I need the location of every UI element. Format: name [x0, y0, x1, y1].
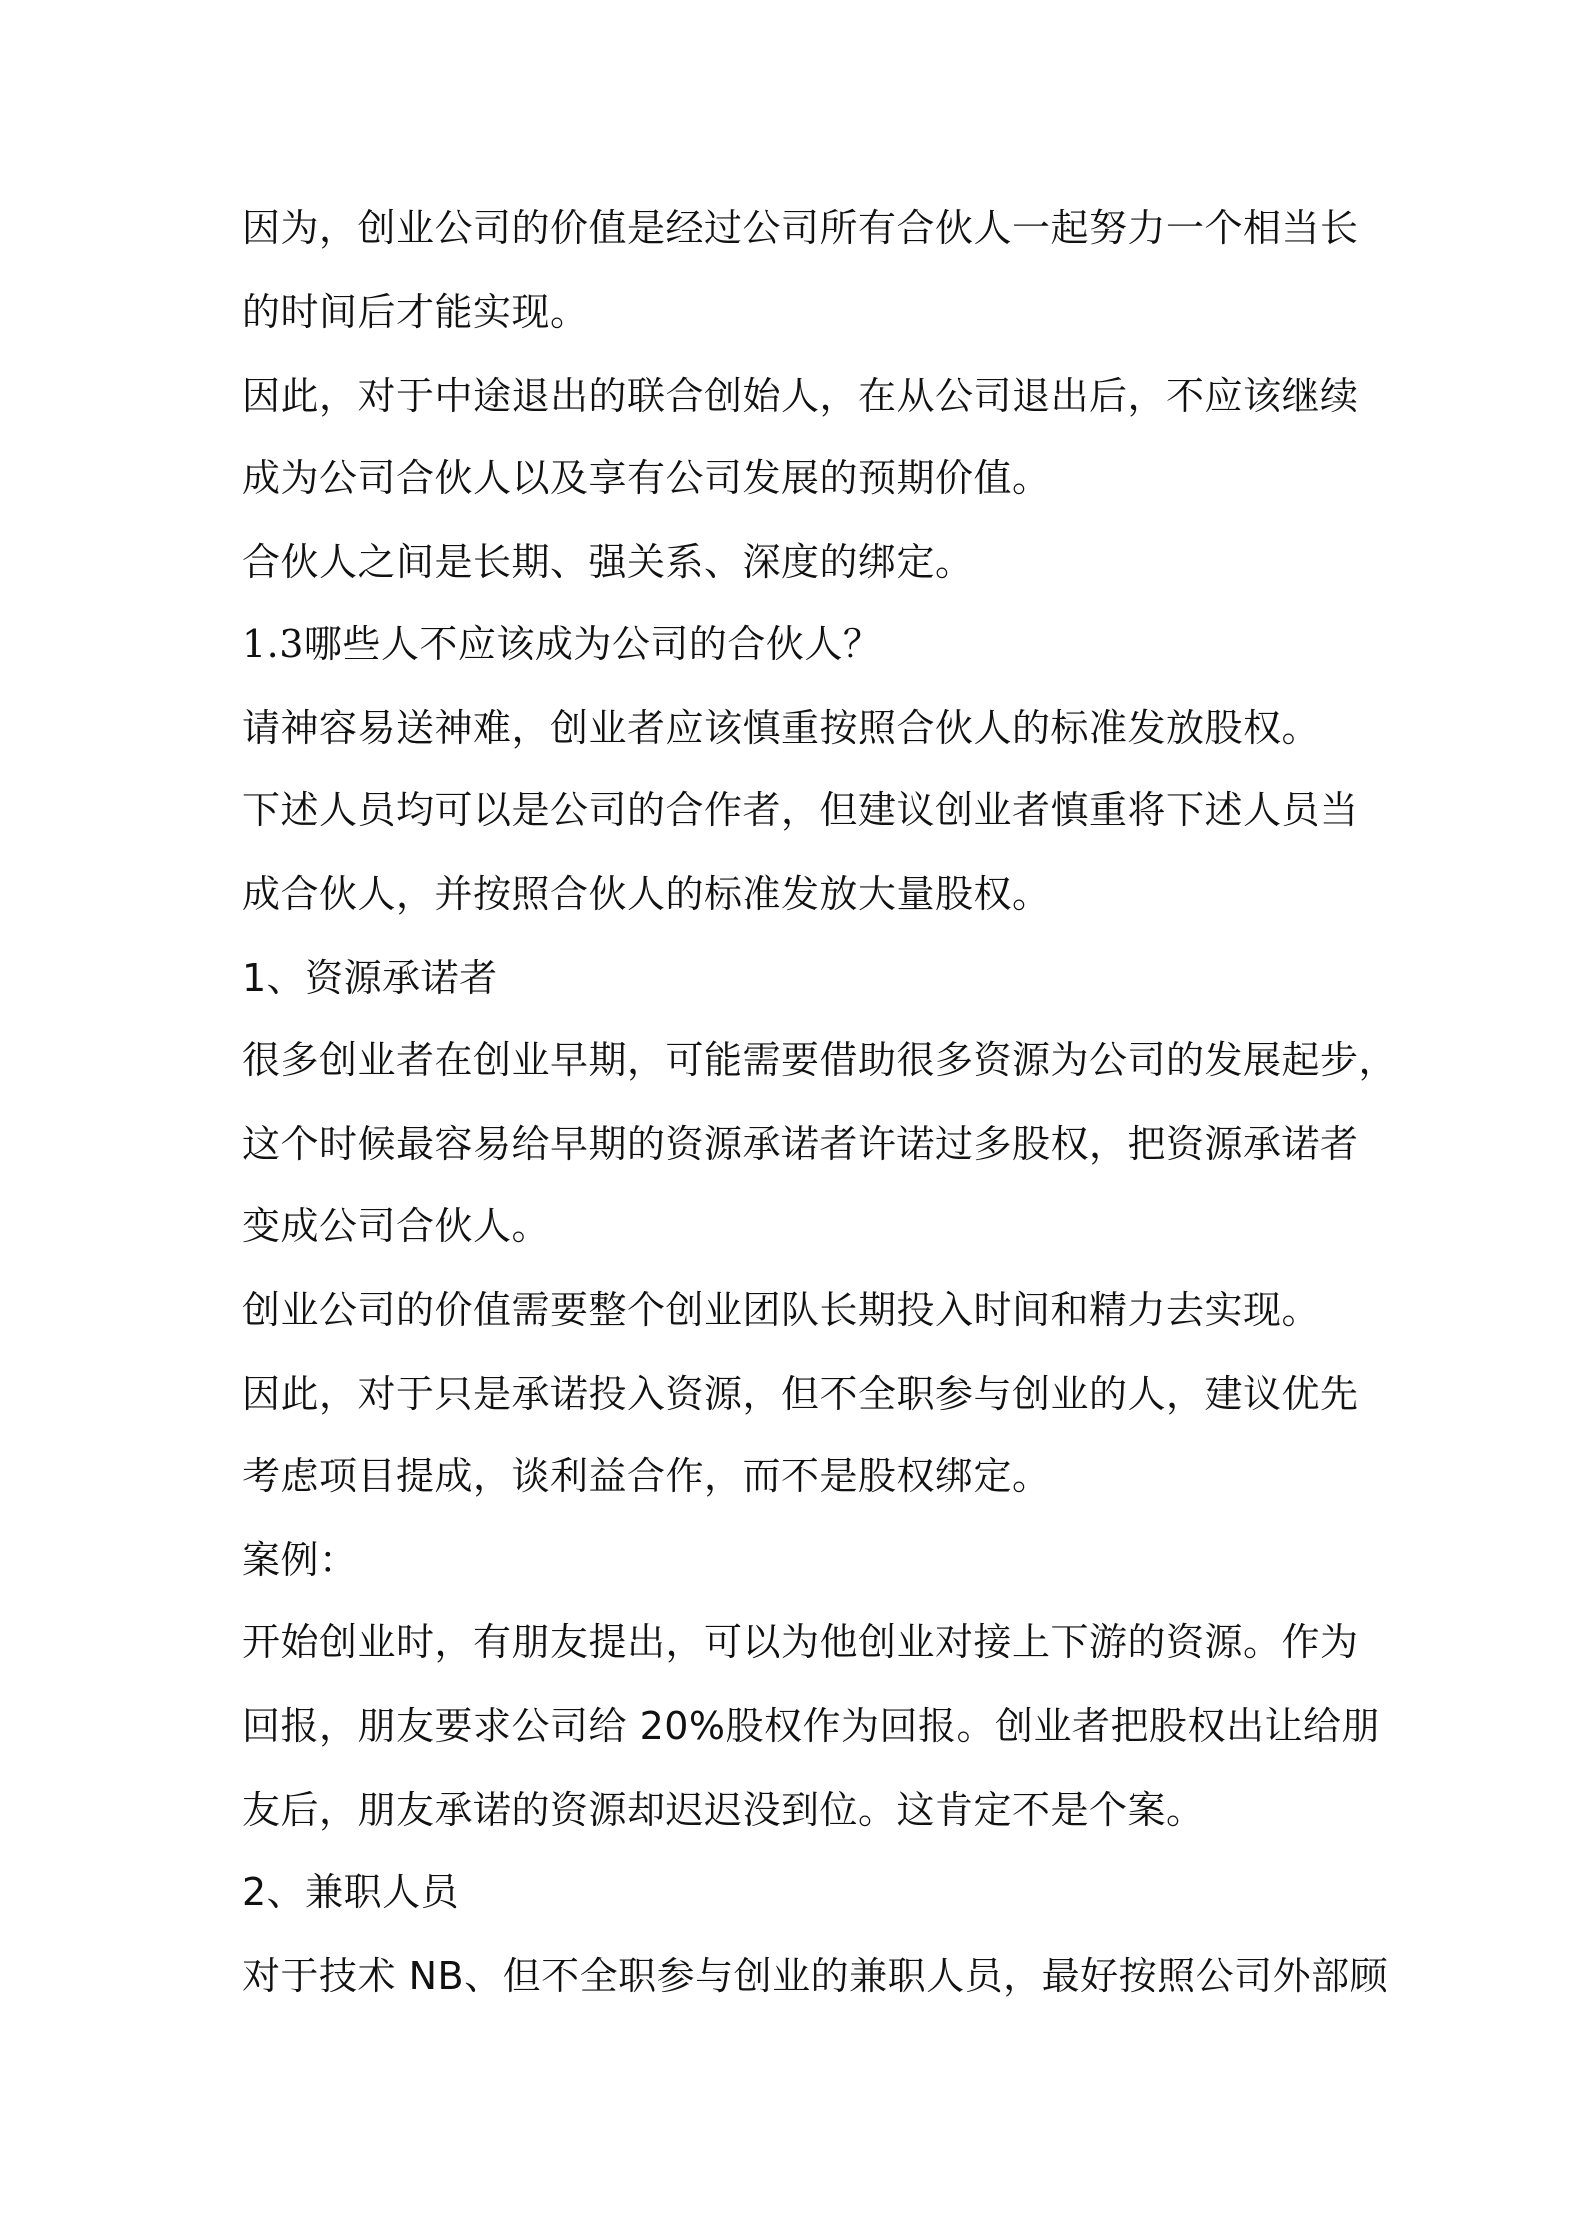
- paragraph-line: 这个时候最容易给早期的资源承诺者许诺过多股权，把资源承诺者: [242, 1122, 1359, 1166]
- case-label: 案例：: [242, 1538, 358, 1582]
- paragraph-line: 因为，创业公司的价值是经过公司所有合伙人一起努力一个相当长: [242, 206, 1359, 250]
- paragraph-line: 因此，对于只是承诺投入资源，但不全职参与创业的人，建议优先: [242, 1372, 1359, 1416]
- paragraph-line: 对于技术 NB、但不全职参与创业的兼职人员，最好按照公司外部顾: [242, 1954, 1389, 1998]
- paragraph-line: 回报，朋友要求公司给 20%股权作为回报。创业者把股权出让给朋: [242, 1704, 1381, 1748]
- paragraph-line: 变成公司合伙人。: [242, 1204, 551, 1248]
- paragraph-line: 成合伙人，并按照合伙人的标准发放大量股权。: [242, 872, 1051, 916]
- paragraph-line: 考虑项目提成，谈利益合作，而不是股权绑定。: [242, 1454, 1051, 1498]
- paragraph-line: 创业公司的价值需要整个创业团队长期投入时间和精力去实现。: [242, 1288, 1321, 1332]
- paragraph-line: 的时间后才能实现。: [242, 290, 589, 334]
- section-heading: 1.3哪些人不应该成为公司的合伙人？: [242, 622, 882, 666]
- subsection-heading: 1、资源承诺者: [242, 956, 498, 1000]
- paragraph-line: 合伙人之间是长期、强关系、深度的绑定。: [242, 540, 974, 584]
- paragraph-line: 请神容易送神难，创业者应该慎重按照合伙人的标准发放股权。: [242, 706, 1321, 750]
- paragraph-line: 友后，朋友承诺的资源却迟迟没到位。这肯定不是个案。: [242, 1788, 1205, 1832]
- paragraph-line: 因此，对于中途退出的联合创始人，在从公司退出后，不应该继续: [242, 374, 1359, 418]
- paragraph-line: 开始创业时，有朋友提出，可以为他创业对接上下游的资源。作为: [242, 1620, 1359, 1664]
- paragraph-line: 成为公司合伙人以及享有公司发展的预期价值。: [242, 456, 1051, 500]
- paragraph-line: 下述人员均可以是公司的合作者，但建议创业者慎重将下述人员当: [242, 788, 1359, 832]
- paragraph-line: 很多创业者在创业早期，可能需要借助很多资源为公司的发展起步，: [242, 1038, 1398, 1082]
- subsection-heading: 2、兼职人员: [242, 1870, 460, 1914]
